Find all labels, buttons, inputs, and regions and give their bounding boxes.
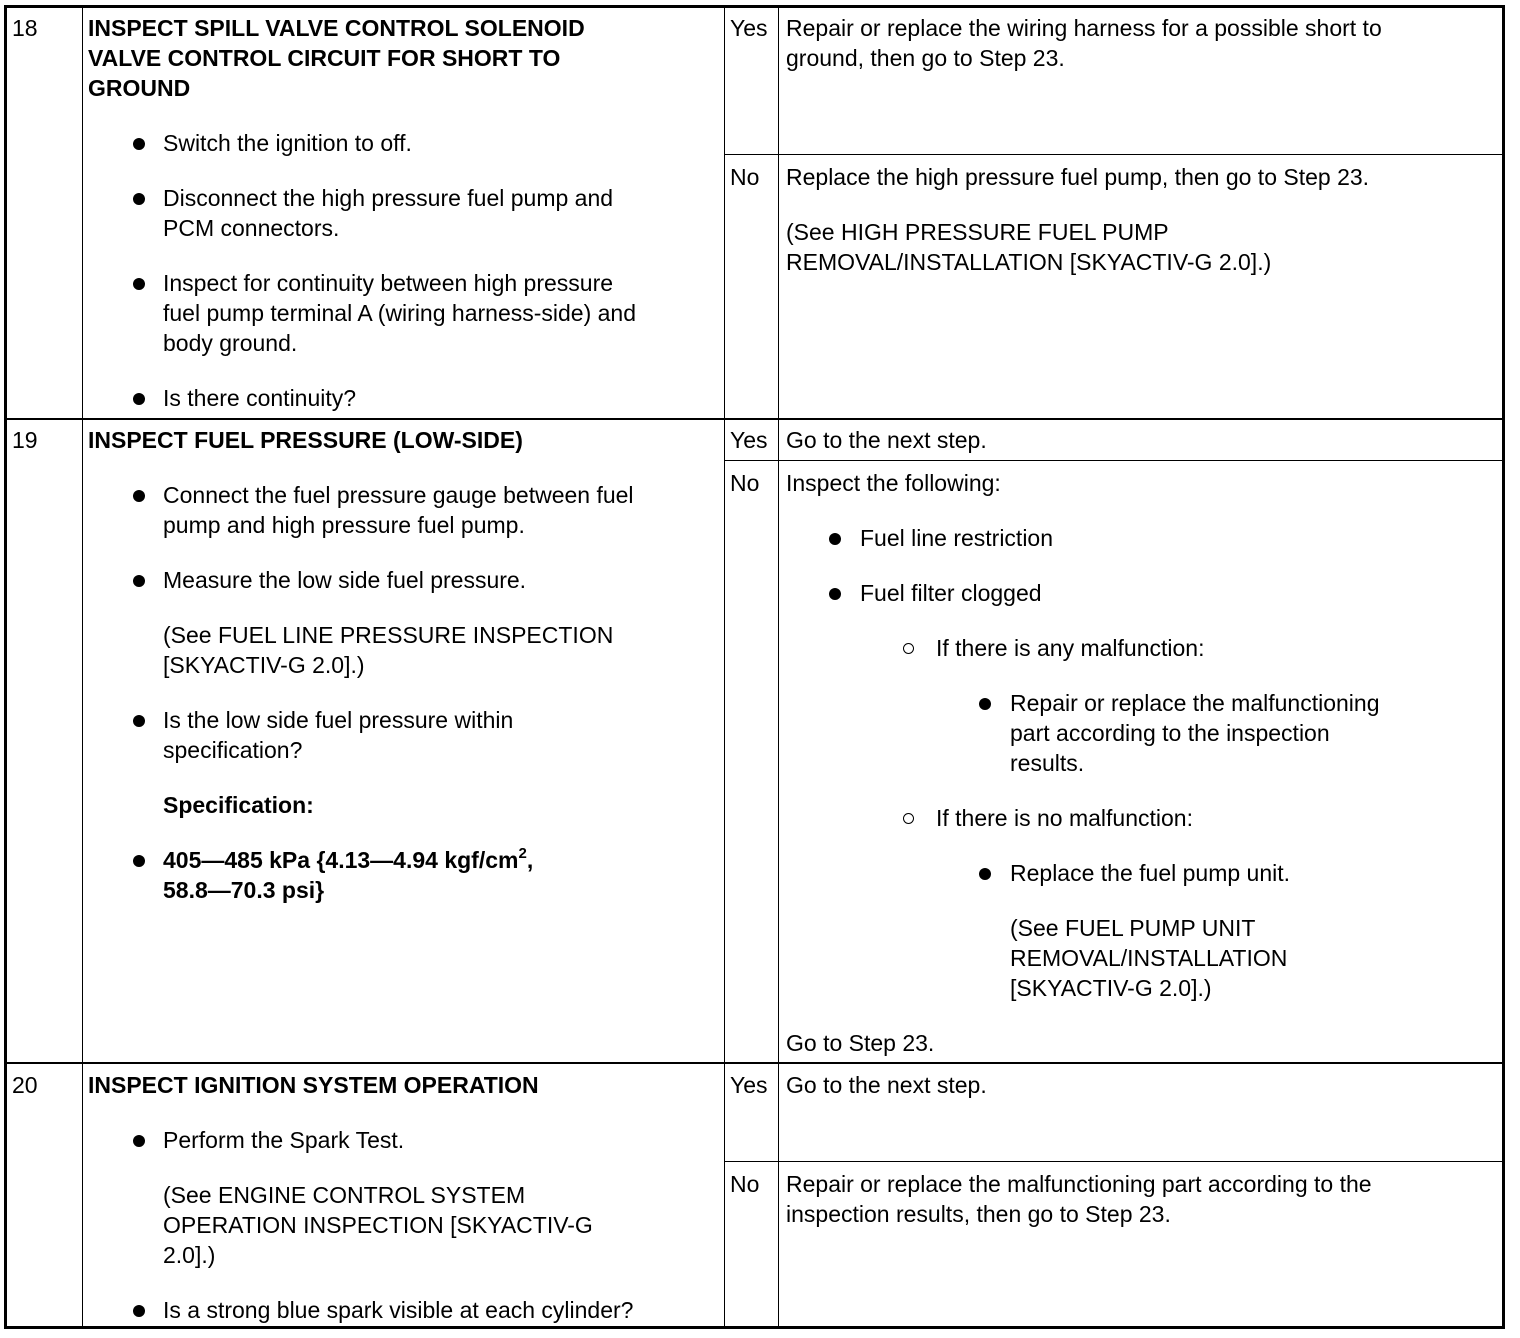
action-reference: (See ENGINE CONTROL SYSTEM (163, 1182, 526, 1208)
no-result-reference: (See HIGH PRESSURE FUEL PUMP (786, 219, 1169, 245)
bullet-icon (133, 1305, 145, 1317)
row-divider-19-yes-no (724, 460, 1505, 461)
hollow-bullet-icon (903, 643, 914, 654)
step-title: INSPECT IGNITION SYSTEM OPERATION (88, 1072, 539, 1098)
bullet-icon (133, 855, 145, 867)
action-text: Is there continuity? (163, 385, 357, 411)
no-result-text: Replace the high pressure fuel pump, then go to Step 23. (786, 164, 1370, 190)
yes-label: Yes (730, 15, 768, 41)
bullet-icon (133, 278, 145, 290)
column-divider-action (724, 6, 725, 1328)
action-text: body ground. (163, 330, 298, 356)
row-divider-18-yes-no (724, 154, 1505, 155)
yes-result-text: Go to the next step. (786, 427, 987, 453)
no-result-text: inspection results, then go to Step 23. (786, 1201, 1171, 1227)
action-reference: (See FUEL LINE PRESSURE INSPECTION (163, 622, 614, 648)
no-label: No (730, 470, 760, 496)
row-divider-19-20 (5, 1062, 1505, 1064)
hollow-bullet-icon (903, 813, 914, 824)
action-text: fuel pump terminal A (wiring harness-side) and (163, 300, 637, 326)
step-number: 19 (12, 427, 38, 453)
action-text: PCM connectors. (163, 215, 340, 241)
no-result-text: Repair or replace the malfunctioning part according to the (786, 1171, 1372, 1197)
no-label: No (730, 164, 760, 190)
row-divider-18-19 (5, 418, 1505, 420)
step-number: 18 (12, 15, 38, 41)
action-text: Measure the low side fuel pressure. (163, 567, 527, 593)
action-text: Connect the fuel pressure gauge between fuel (163, 482, 634, 508)
specification-label: Specification: (163, 792, 314, 818)
yes-result-text: Go to the next step. (786, 1072, 987, 1098)
bullet-icon (979, 868, 991, 880)
action-reference: 2.0].) (163, 1242, 216, 1268)
action-reference: [SKYACTIV-G 2.0].) (163, 652, 365, 678)
condition-text: If there is no malfunction: (936, 805, 1193, 831)
action-text: Disconnect the high pressure fuel pump and (163, 185, 614, 211)
row-divider-20-yes-no (724, 1161, 1505, 1162)
goto-step-text: Go to Step 23. (786, 1030, 935, 1056)
specification-value: 405—485 kPa {4.13—4.94 kgf/$cm^2$, (163, 845, 534, 873)
yes-label: Yes (730, 427, 768, 453)
bullet-icon (829, 533, 841, 545)
action-text: Is a strong blue spark visible at each cylinder? (163, 1297, 634, 1323)
condition-action: Replace the fuel pump unit. (1010, 860, 1291, 886)
action-text: specification? (163, 737, 303, 763)
bullet-icon (979, 698, 991, 710)
specification-value: 58.8—70.3 psi} (163, 877, 325, 903)
inspection-item: Fuel filter clogged (860, 580, 1042, 606)
condition-action: part according to the inspection (1010, 720, 1330, 746)
no-label: No (730, 1171, 760, 1197)
step-number: 20 (12, 1072, 38, 1098)
condition-text: If there is any malfunction: (936, 635, 1205, 661)
action-text: Switch the ignition to off. (163, 130, 412, 156)
action-text: Inspect for continuity between high pressure (163, 270, 614, 296)
bullet-icon (133, 575, 145, 587)
bullet-icon (133, 193, 145, 205)
action-text: Is the low side fuel pressure within (163, 707, 514, 733)
step-title: VALVE CONTROL CIRCUIT FOR SHORT TO (88, 45, 561, 71)
column-divider-result (778, 6, 779, 1328)
inspection-item: Fuel line restriction (860, 525, 1054, 551)
step-title: GROUND (88, 75, 191, 101)
action-reference: OPERATION INSPECTION [SKYACTIV-G (163, 1212, 593, 1238)
action-text: Perform the Spark Test. (163, 1127, 405, 1153)
bullet-icon (133, 490, 145, 502)
condition-reference: REMOVAL/INSTALLATION (1010, 945, 1288, 971)
bullet-icon (133, 138, 145, 150)
no-result-text: Inspect the following: (786, 470, 1001, 496)
condition-action: Repair or replace the malfunctioning (1010, 690, 1380, 716)
yes-result-text: ground, then go to Step 23. (786, 45, 1065, 71)
bullet-icon (133, 393, 145, 405)
action-text: pump and high pressure fuel pump. (163, 512, 525, 538)
condition-action: results. (1010, 750, 1085, 776)
bullet-icon (133, 715, 145, 727)
yes-label: Yes (730, 1072, 768, 1098)
bullet-icon (829, 588, 841, 600)
condition-reference: [SKYACTIV-G 2.0].) (1010, 975, 1212, 1001)
condition-reference: (See FUEL PUMP UNIT (1010, 915, 1256, 941)
no-result-reference: REMOVAL/INSTALLATION [SKYACTIV-G 2.0].) (786, 249, 1272, 275)
yes-result-text: Repair or replace the wiring harness for a possible short to (786, 15, 1382, 41)
bullet-icon (133, 1135, 145, 1147)
column-divider-step-number (82, 6, 83, 1328)
step-title: INSPECT SPILL VALVE CONTROL SOLENOID (88, 15, 585, 41)
step-title: INSPECT FUEL PRESSURE (LOW-SIDE) (88, 427, 523, 453)
